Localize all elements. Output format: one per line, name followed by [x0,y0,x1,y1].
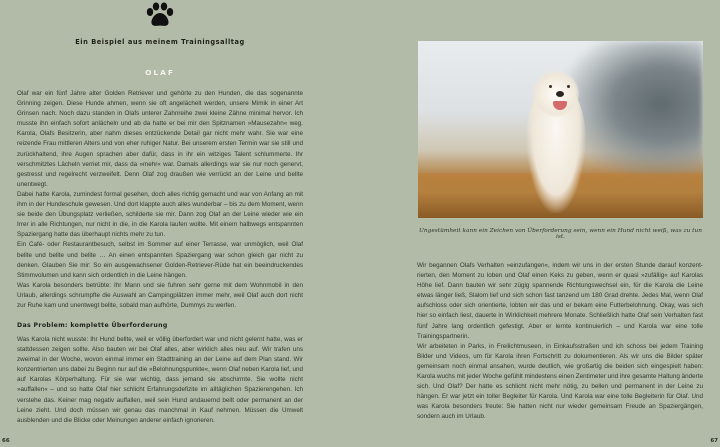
dog-eye [549,85,552,88]
paragraph: Was Karola besonders betrübte: Ihr Mann und sie fuhren sehr gerne mit dem Wohnmobil in den Urlaub, allerdings schrumpfte die Auswahl an Campingplätzen immer mehr, weil Olaf auch dort nicht zur Ruhe kam und unentwegt bellte, sobald man aufhörte, Dummys zu werfen. [17,281,303,309]
paragraph: Wir begannen Olafs Verhalten »einzufangen«, indem wir uns in der ersten Stunde darauf konzentrierten, den Moment zu loben und Olaf einen Keks zu geben, wenn er quasi »zufällig« auf Karolas Höhe lief. Dann bauten wir sehr zügig spannende Richtungswechsel ein, für die Karola die Leine etwas länger ließ, Slalom lief und sich schon fast tanzend um 180 Grad drehte. Jedes Mal, wenn Olaf aufschloss oder sich orientierte, lobten wir das und er bekam eine Futterbelohnung. Okay, was sich hier so einfach liest, dauerte in Wirklichkeit mehrere Monate. Schließlich hatte Olaf sein Verhalten fast fünf Jahre lang ordentlich gefestigt. Aber er lernte kontinuierlich – und Karola war eine tolle Trainingspartnerin. [417,262,703,340]
paragraph: Was Karola nicht wusste: Ihr Hund bellte, weil er völlig überfordert war und nicht gelernt hatte, was er stattdessen zeigen sollte. Also bauten wir bei Olaf alles, aber wirklich alles neu auf. Wir trafen uns zweimal in der Woche, wovon einmal immer ein Stadttraining an der Leine auf dem Plan stand. Wir konzentrierten uns dabei zu Beginn nur auf die »Belohnungspunkte«, wenn Olaf neben Karola lief, und auf Karolas Körperhaltung. Für sie war wichtig, dass jemand sie abschirmte. Sie wollte nicht »auffallen« – und so hatte Olaf hier schlicht Erfahrungsdefizite im alltäglichen Spazierengehen. Ich verstehe das. Keiner mag negativ auffallen, weil sein Hund andauernd bellt oder permanent an der Leine zieht. Und doch müssen wir genau das manchmal in Kauf nehmen. Müssen die Umwelt ausblenden und die Blicke oder Meinungen anderer einfach ignorieren. [17,336,304,424]
page-number: 67 [710,438,718,444]
left-body-text [17,89,303,311]
paragraph: Wir arbeiteten in Parks, in Freilichtmuseen, in Einkaufsstraßen und ich schoss bei jedem Training Bilder und Videos, um für Karola ihren Fortschritt zu dokumentieren. Als wir uns die Bilder später gemeinsam noch einmal ansahen, wurde deutlich, wie großartig die beiden sich eingespielt haben: Karola wuchs mit jeder Woche gefühlt mindestens einen Zentimeter und ihre gesamte Haltung änderte sich. Und Olaf? Der hatte es schlicht nicht mehr nötig, zu bellen und permanent in der Leine zu hängen. Er war jetzt ein toller Begleiter für Karola. Und Karola war eine tolle Begleiterin für Olaf. Und was Karola besonders freute: Sie hatten nicht nur wieder gemeinsam Freude an Spaziergängen, sondern auch im Urlaub. [417,342,703,421]
story-title: OLAF [145,68,175,77]
photo-caption: Ungestümheit kann ein Zeichen von Überforderung sein, wenn ein Hund nicht weiß, was zu tun ist. [419,228,702,240]
right-page [360,0,720,447]
dog-nose [556,91,564,97]
subheading: Das Problem: komplette Überforderung [17,322,168,329]
paragraph: Dabei hatte Karola, zumindest formal gesehen, doch alles richtig gemacht und war von Anfang an mit ihm in der Hundeschule gewesen. Und dort klappte auch alles wunderbar – bis zu dem Moment, wenn sie beide den Übungsplatz verließen, schilderte sie mir. Dann zog Olaf an der Leine wieder wie ein Irrer in alle Richtungen, nur nicht in die, in die Karola laufen wollte. Mit einem halbwegs entspannten Spaziergang hatte das überhaupt nichts mehr zu tun. [17,190,303,239]
paragraph: Ein Café- oder Restaurantbesuch, selbst im Sommer auf einer Terrasse, war unmöglich, weil Olaf bellte und bellte und bellte … An einen entspannten Spaziergang war schon gleich gar nicht zu denken. Glauben Sie mir: So ein ausgewachsener Golden-Retriever-Rüde hat ein beeindruckendes Stimmvolumen und kann sich ordentlich in die Leine hängen. [17,241,303,279]
paragraph: Olaf war ein fünf Jahre alter Golden Retriever und gehörte zu den Hunden, die das sogenannte Grinning zeigen. Diese Hunde ahmen, wenn sie oft angelächelt werden, unsere Mimik in einer Art Grinsen nach. Noch dazu standen in Olafs unterer Zahnreihe zwei kleine Zähne minimal hervor. Ich musste ihn einfach sofort anlächeln und ab da hatte er bei mir den Spitznamen »Mausezahn« weg. Karola, Olafs Besitzerin, aber nahm dieses entzückende Detail gar nicht mehr wahr. Sie war eine reizende Frau mittleren Alters und von eher ruhiger Natur. Bei unserem ersten Termin war sie still und zurückhaltend, ihre Augen sprachen aber dafür, dass in ihr ein witziges Talent schlummerte. Ihr verschmitztes Lächeln verriet mir, dass da »mehr« war. Damals allerdings war sie nur noch genervt, gestresst und regelrecht verzweifelt. Denn Olaf zog draußen wie verrückt an der Leine und bellte unentwegt. [17,90,303,188]
section-kicker: Ein Beispiel aus meinem Trainingsalltag [75,38,245,46]
paw-icon [145,2,175,28]
left-body-text-2 [17,335,303,426]
page-number: 66 [2,438,10,444]
right-body-text [417,261,703,423]
dog-photo [418,41,703,218]
dog-eye [567,85,570,88]
